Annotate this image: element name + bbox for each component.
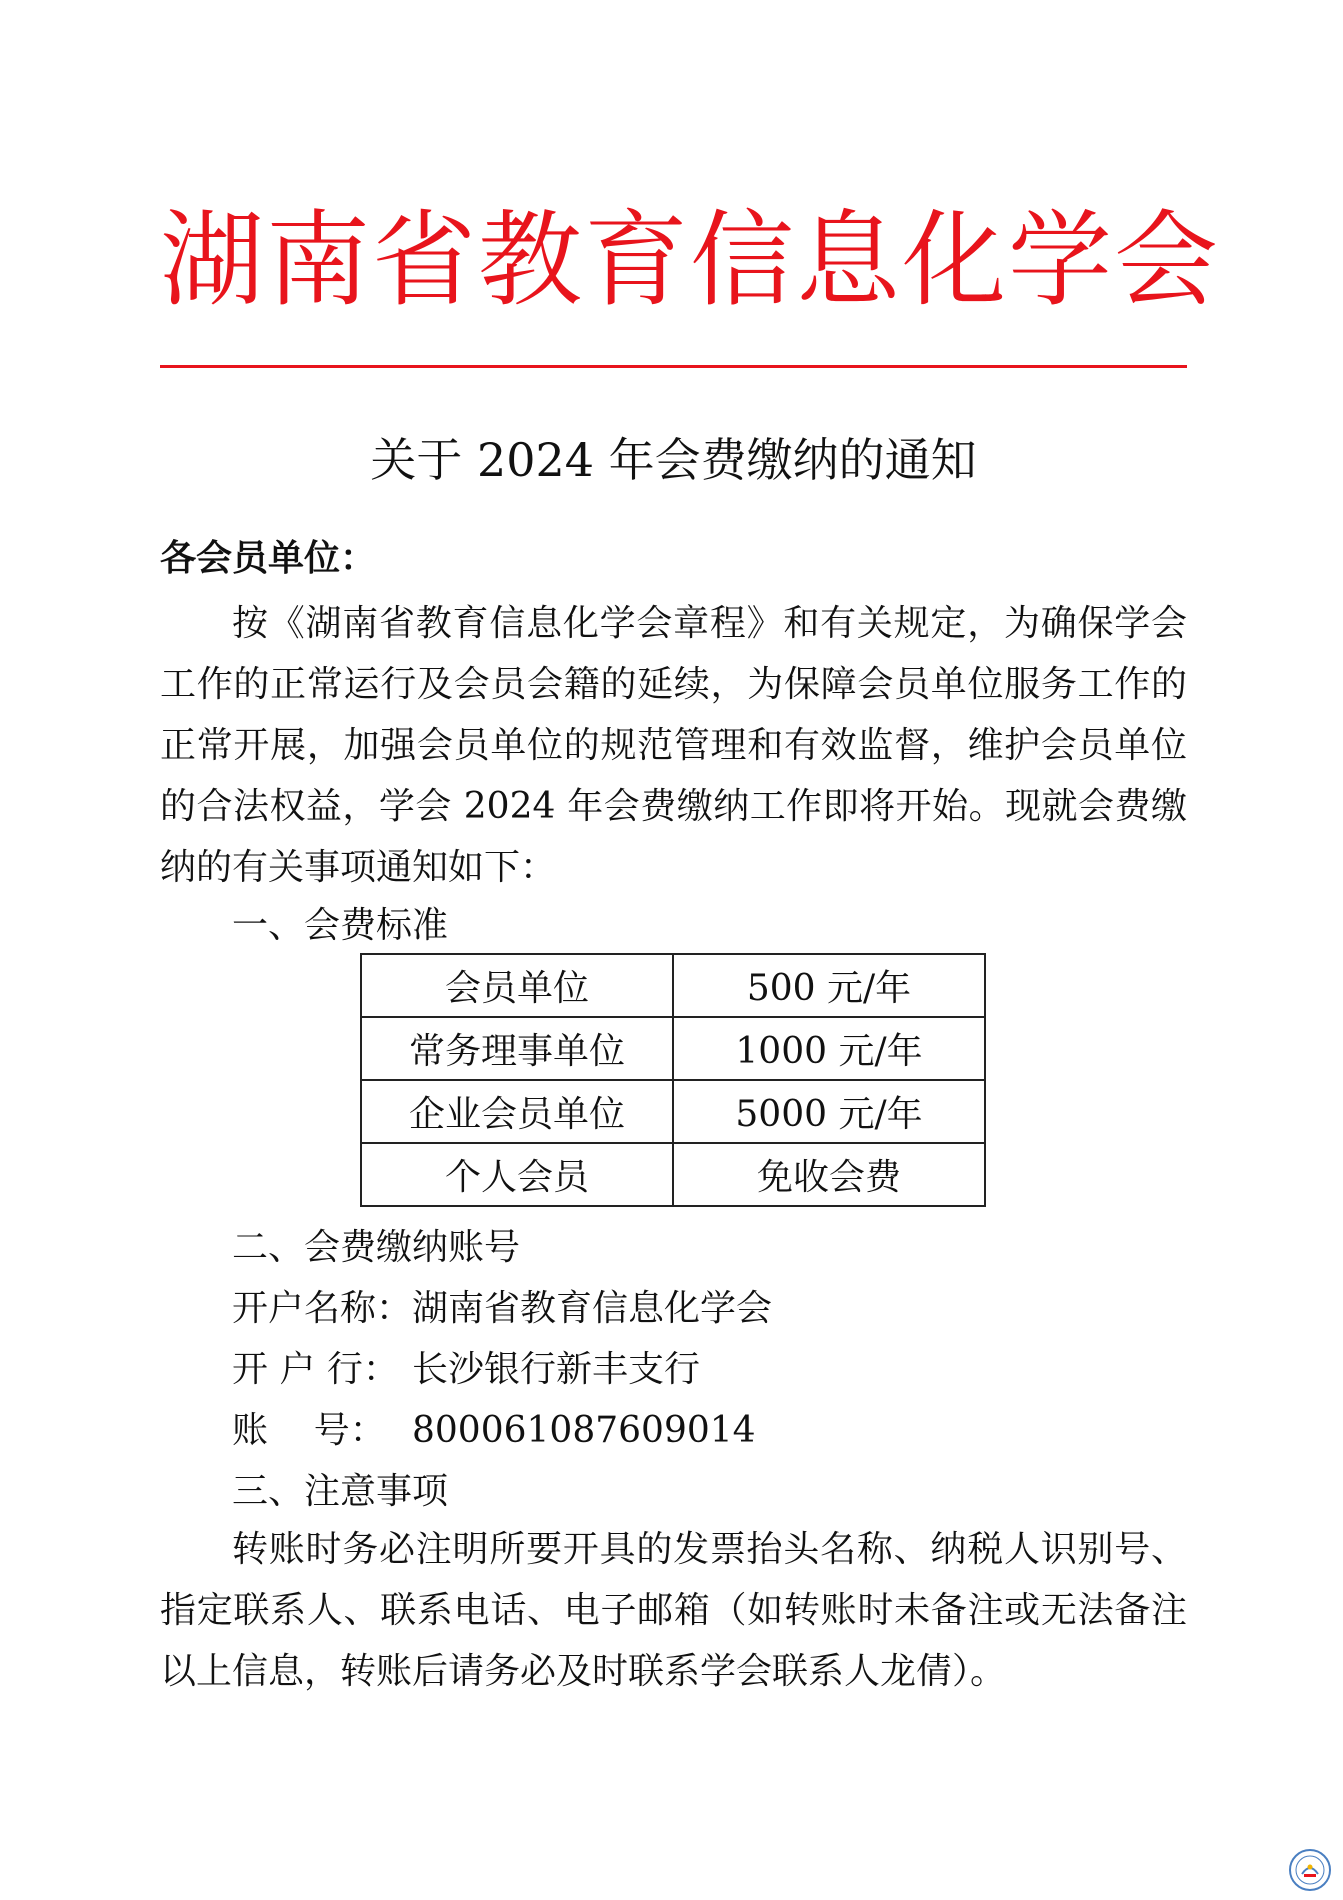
account-number-value: 800061087609014: [412, 1410, 756, 1451]
member-type-cell: 企业会员单位: [361, 1080, 673, 1143]
fee-cell: 500 元/年: [673, 954, 985, 1017]
table-row: [361, 1017, 985, 1080]
account-name-row: [232, 1283, 772, 1335]
section-heading-account: 二、会费缴纳账号: [232, 1227, 521, 1268]
table-row: [361, 1143, 985, 1206]
masthead-title: 湖南省教育信息化学会: [160, 199, 1221, 321]
notice-title: 关于 2024 年会费缴纳的通知: [370, 433, 977, 487]
fee-table: [360, 953, 986, 1207]
fee-cell: 1000 元/年: [673, 1017, 985, 1080]
bank-label: 开 户 行：: [232, 1349, 399, 1390]
account-number-row: [232, 1405, 756, 1457]
fee-cell: 免收会费: [673, 1143, 985, 1206]
salutation: 各会员单位：: [160, 538, 377, 579]
member-type-cell: 常务理事单位: [361, 1017, 673, 1080]
fee-cell: 5000 元/年: [673, 1080, 985, 1143]
member-type-cell: 个人会员: [361, 1143, 673, 1206]
masthead-divider: [160, 365, 1187, 368]
organization-seal-icon: [1288, 1848, 1332, 1892]
bank-row: [232, 1344, 700, 1396]
section-heading-fee-standard: 一、会费标准: [232, 905, 449, 946]
section-heading-notes: 三、注意事项: [232, 1471, 449, 1512]
account-name-label: 开户名称：: [232, 1288, 413, 1329]
notes-paragraph: 转账时务必注明所要开具的发票抬头名称、纳税人识别号、指定联系人、联系电话、电子邮箱（如转账时未备注或无法备注以上信息，转账后请务必及时联系学会联系人龙倩）。: [160, 1529, 1187, 1692]
table-row: [361, 1080, 985, 1143]
account-name-value: 湖南省教育信息化学会: [412, 1288, 773, 1329]
account-number-label: 账 号：: [232, 1410, 386, 1451]
table-row: [361, 954, 985, 1017]
bank-value: 长沙银行新丰支行: [412, 1349, 701, 1390]
member-type-cell: 会员单位: [361, 954, 673, 1017]
intro-paragraph: 按《湖南省教育信息化学会章程》和有关规定，为确保学会工作的正常运行及会员会籍的延续，为保障会员单位服务工作的正常开展，加强会员单位的规范管理和有效监督，维护会员单位的合法权益，学会 2024 年会费缴纳工作即将开始。现就会费缴纳的有关事项通知如下：: [160, 603, 1187, 888]
